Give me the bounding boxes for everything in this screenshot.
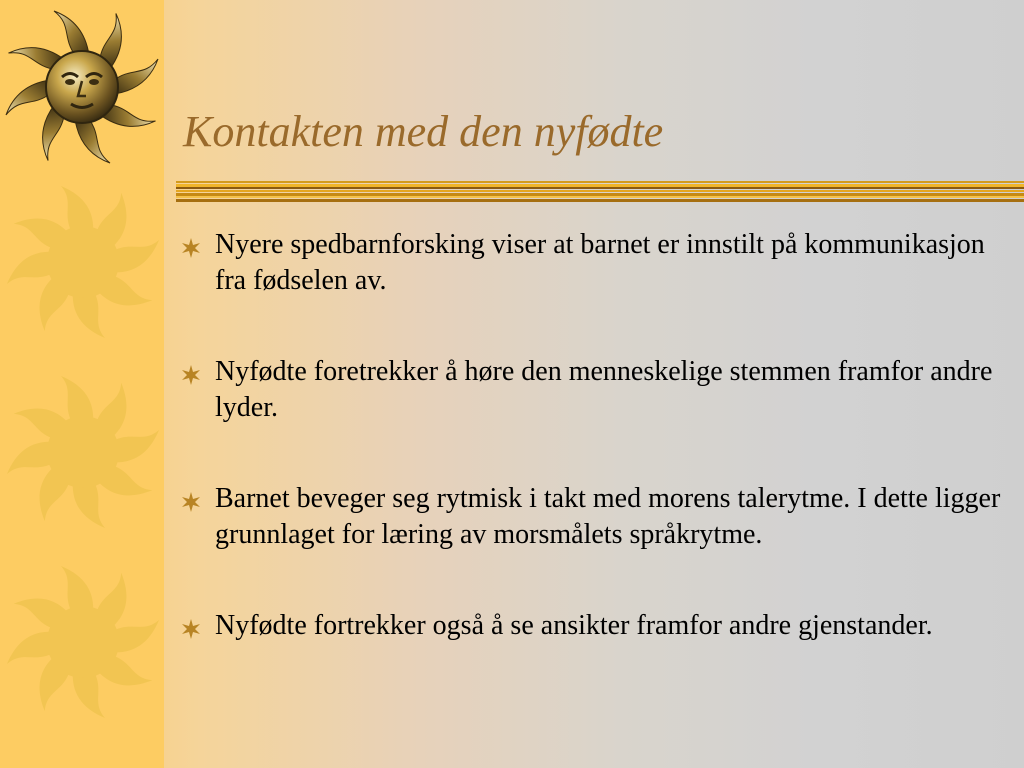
bullet-item: [180, 227, 1015, 299]
sun-face-icon: [2, 5, 162, 170]
bullet-item: [180, 608, 1015, 644]
bullet-list: [180, 227, 1015, 644]
bullet-item: [180, 481, 1015, 553]
decorative-sidebar: [0, 0, 164, 768]
star-bullet-icon: [180, 618, 202, 640]
title-divider: [176, 181, 1024, 203]
bullet-text: Nyfødte foretrekker å høre den menneskelige stemmen framfor andre lyder.: [215, 356, 993, 423]
star-bullet-icon: [180, 364, 202, 386]
bullet-text: Nyfødte fortrekker også å se ansikter framfor andre gjenstander.: [215, 610, 933, 641]
bullet-text: Barnet beveger seg rytmisk i takt med morens talerytme. I dette ligger grunnlaget for læring av morsmålets språkrytme.: [215, 483, 1001, 550]
sun-icon: [4, 182, 162, 342]
sun-icon: [4, 372, 162, 532]
star-bullet-icon: [180, 237, 202, 259]
bullet-item: [180, 354, 1015, 426]
bullet-text: Nyere spedbarnforsking viser at barnet er innstilt på kommunikasjon fra fødselen av.: [215, 229, 985, 296]
sun-icon: [4, 562, 162, 722]
slide-title: Kontakten med den nyfødte: [183, 107, 664, 156]
star-bullet-icon: [180, 491, 202, 513]
